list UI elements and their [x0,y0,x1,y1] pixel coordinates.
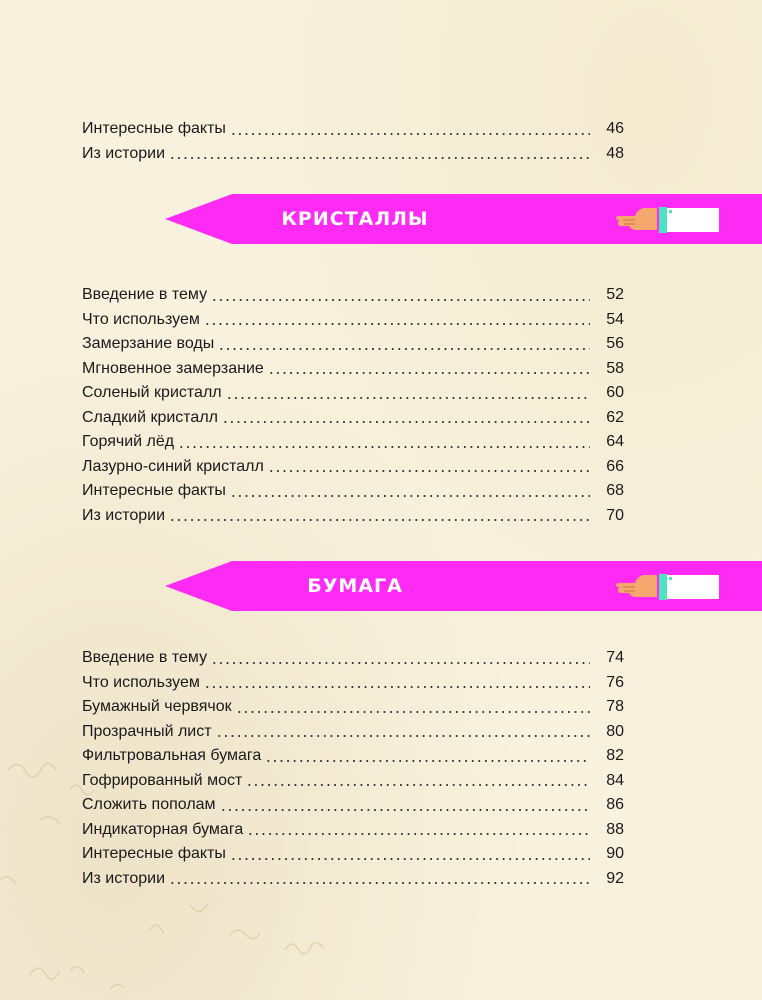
toc-entry-page: 48 [606,144,624,162]
toc-entry-title: Что используем [82,310,200,328]
toc-entry[interactable] [82,793,624,818]
toc-entry[interactable] [82,142,624,167]
dot-leader [246,784,590,786]
toc-entry[interactable] [82,332,624,357]
toc-entry-title: Что используем [82,673,200,691]
toc-entry-title: Замерзание воды [82,335,215,352]
toc-entry-page: 78 [606,698,624,715]
toc-entry-page: 66 [606,457,624,475]
dot-leader [226,397,590,399]
toc-entry-page: 62 [606,408,624,426]
toc-entry-page: 84 [606,771,624,789]
dot-leader [230,133,590,135]
toc-entry-page: 68 [606,482,624,499]
toc-entry-title: Из истории [82,506,166,524]
toc-entry-page: 76 [606,673,624,691]
toc-entry-page: 52 [606,286,624,303]
toc-entry-title: Индикаторная бумага [82,820,244,838]
toc-entry-title: Интересные факты [82,482,226,499]
dot-leader [230,858,590,860]
toc-entry-title: Прозрачный лист [82,722,212,740]
toc-entry-title: Бумажный червячок [82,698,232,715]
toc-entry[interactable] [82,646,624,671]
toc-entry-page: 58 [606,359,624,377]
toc-entry[interactable] [82,695,624,720]
toc-entry[interactable] [82,842,624,867]
toc-paper-section [82,646,624,891]
toc-entry-title: Интересные факты [82,120,226,137]
toc-entry-page: 82 [606,747,624,764]
dot-leader [265,760,590,762]
section-title: БУМАГА [307,575,403,597]
toc-entry-title: Сладкий кристалл [82,408,218,426]
toc-entry-title: Гофрированный мост [82,771,243,789]
toc-entry[interactable] [82,117,624,142]
dot-leader [178,446,590,448]
toc-entry-page: 60 [606,384,624,401]
toc-entry[interactable] [82,720,624,745]
toc-entry-page: 80 [606,722,624,740]
toc-entry[interactable] [82,455,624,480]
dot-leader [268,372,590,374]
toc-entry[interactable] [82,479,624,504]
toc-entry[interactable] [82,283,624,308]
toc-entry-title: Интересные факты [82,845,226,862]
toc-entry[interactable] [82,818,624,843]
toc-entry[interactable] [82,381,624,406]
dot-leader [222,421,590,423]
toc-entry-page: 74 [606,649,624,666]
dot-leader [247,833,590,835]
toc-top-section [82,117,624,166]
dot-leader [211,299,590,301]
toc-crystals-section [82,283,624,528]
toc-entry[interactable] [82,671,624,696]
toc-entry-page: 56 [606,335,624,352]
toc-entry-page: 86 [606,796,624,813]
section-title: КРИСТАЛЛЫ [281,208,429,230]
toc-entry[interactable] [82,406,624,431]
dot-leader [236,711,590,713]
toc-entry-page: 70 [606,506,624,524]
toc-entry-title: Из истории [82,144,166,162]
toc-entry[interactable] [82,357,624,382]
dot-leader [218,348,590,350]
toc-entry-page: 54 [606,310,624,328]
dot-leader [268,470,590,472]
dot-leader [211,662,590,664]
toc-entry-title: Горячий лёд [82,433,175,450]
toc-entry-title: Сложить пополам [82,796,216,813]
section-banner-crystals [0,194,762,250]
toc-entry-title: Соленый кристалл [82,384,222,401]
toc-entry[interactable] [82,769,624,794]
dot-leader [230,495,590,497]
dot-leader [204,686,590,688]
toc-entry-page: 64 [606,433,624,450]
toc-entry-title: Из истории [82,869,166,887]
toc-entry[interactable] [82,867,624,892]
dot-leader [169,519,590,521]
toc-entry-title: Мгновенное замерзание [82,359,264,377]
toc-entry-title: Лазурно-синий кристалл [82,457,264,475]
dot-leader [216,735,590,737]
toc-entry-page: 90 [606,845,624,862]
toc-entry-page: 46 [606,120,624,137]
dot-leader [169,157,590,159]
toc-entry-title: Фильтровальная бумага [82,747,262,764]
toc-entry-page: 92 [606,869,624,887]
section-banner-paper [0,561,762,617]
toc-entry[interactable] [82,308,624,333]
dot-leader [204,323,590,325]
toc-entry-title: Введение в тему [82,649,208,666]
dot-leader [220,809,590,811]
toc-entry[interactable] [82,504,624,529]
toc-entry[interactable] [82,744,624,769]
dot-leader [169,882,590,884]
toc-entry-page: 88 [606,820,624,838]
toc-entry[interactable] [82,430,624,455]
toc-entry-title: Введение в тему [82,286,208,303]
